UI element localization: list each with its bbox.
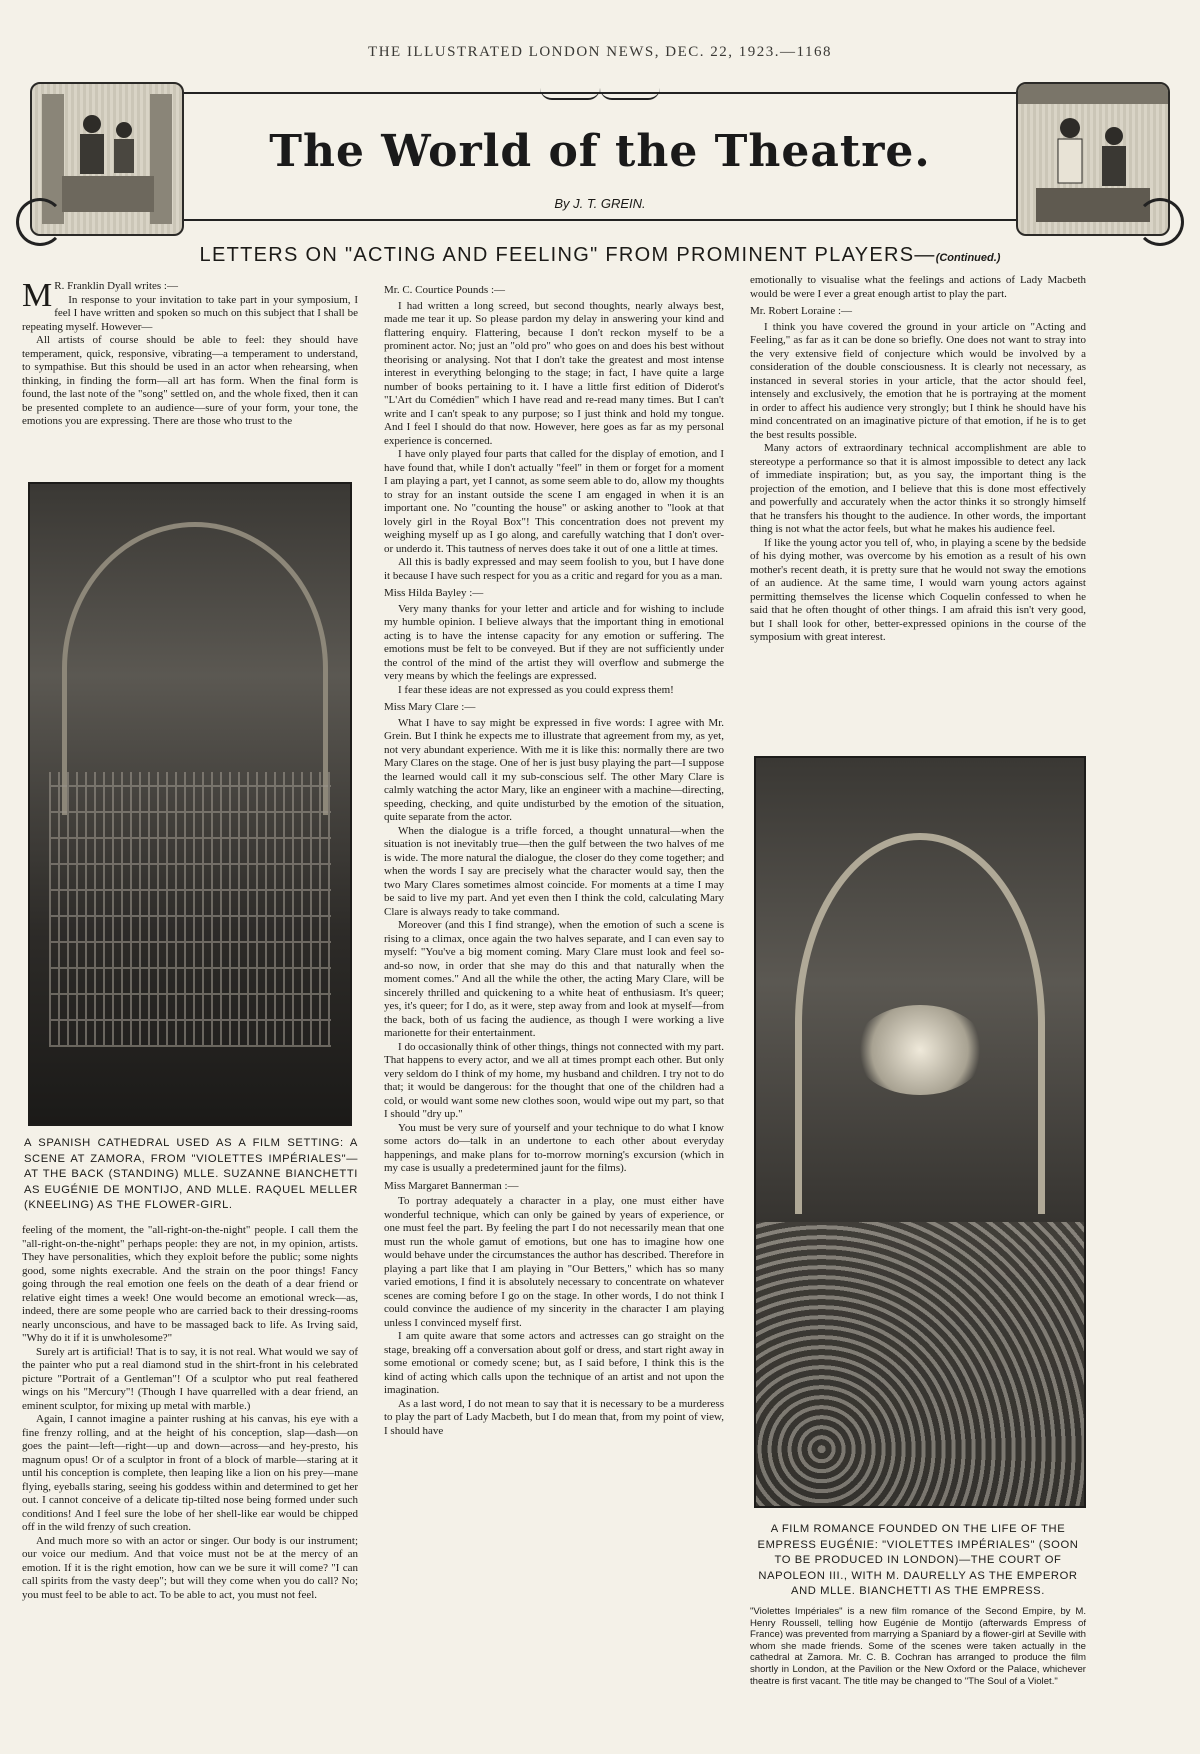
- paragraph: I had written a long screed, but second thoughts, nearly always best, made me tear it up. So please pardon my delay in answering your kind and flattering enquiry. Flattering, because I don't reckon myself to be a prominent actor. No; just an "old pro" who goes on and does his best without theorising or analysing. Not that I don't take the greatest and most intense interest in everything belonging to the stage; in fact, I have quite a large number of books pertaining to it. I have a little first edition of Diderot's "L'Art du Comédien" which I have read and re-read many times. But I can't write and I can't speak to any purpose; so I just think and hold my tongue. And I feel I should do that now. However, here goes as far as my personal experience is concerned.: [384, 299, 724, 447]
- cathedral-grille-shape: [49, 772, 331, 1047]
- paragraph: Many actors of extraordinary technical accomplishment are able to stereotype a performance so that it is almost impossible to detect any lack of immediate inspiration; but, as you say, the important thing is the projection of the emotion, and I believe that this is done most effectively and powerfully and accurately when the actor thinks it so strongly himself that he transfers his thought to the audience. In other words, the important thing is not what the actor feels, but what he makes his audience feel.: [750, 442, 1086, 535]
- paragraph: When the dialogue is a trifle forced, a thought unnatural—when the situation is not inevitably true—then the gulf between the two halves of me is wide. The more natural the dialogue, the closer do they come together; and when the words I say are precisely what the character would say, then the two Mary Clares sometimes almost coincide. For moments at a time I may be said to live my part. And yet even then I think the cold, calculating Mary Clare is always ready to take command.: [384, 824, 724, 918]
- paragraph: As a last word, I do not mean to say that it is necessary to be a murderess to play the part of Lady Macbeth, but I do mean that, from my point of view, I should have: [384, 1397, 724, 1437]
- headline-continued: (Continued.): [935, 252, 1001, 264]
- article-headline: [0, 244, 1200, 267]
- crowd-shape: [756, 1222, 1084, 1506]
- photo-court-of-napoleon: [754, 756, 1086, 1508]
- paragraph: To portray adequately a character in a play, one must either have wonderful technique, which can only be gained by years of experience, or one must feel the part. By feeling the part I do not necessarily mean that one must run the whole gamut of emotions, but one has to imagine how one would behave under the circumstances the author has described. Therefore in playing a part like that I am playing in "Our Betters," which has so many varied emotions, I find it is absolutely necessary to concentrate on whatever scenes are coming before I go on the stage. In other words, I do not think I could convince the audience of my sincerity in the character I am playing unless I convinced myself first.: [384, 1195, 724, 1329]
- drop-cap: M: [22, 280, 53, 314]
- chandelier-shape: [854, 1005, 985, 1095]
- paragraph: I fear these ideas are not expressed as you could express them!: [398, 683, 674, 696]
- photo-spanish-cathedral: [28, 482, 352, 1126]
- paragraph: Again, I cannot imagine a painter rushing at his canvas, his eye with a fine frenzy rolling, and at the height of his conception, slap—dash—on goes the paint—left—right—up and down—across—and hey-presto, his magnum opus! Or of a sculptor in front of a block of marble—staring at it until his conception is complete, then leaping like a lion on his prey—mane flying, eyeballs staring, seeing his goddess within and determined to get her out. I cannot conceive of a delicate tip-tilted nose being formed under such conditions! And I feel sure the lobe of her shell-like ear would be chipped off in the wild frenzy of such creation.: [22, 1413, 358, 1533]
- speaker-heading: Miss Margaret Bannerman :—: [384, 1179, 519, 1192]
- headline-text: LETTERS ON "ACTING AND FEELING" FROM PROMINENT PLAYERS—: [199, 244, 936, 266]
- paragraph: feeling of the moment, the "all-right-on-the-night" people. I call them the "all-right-on-the-night" perhaps people: they are not, in my opinion, artists. They have personalities, which they exploit before the public; some nights good, some nights execrable. And the strain on the poor things! Fancy going through the real emotion one feels on the death of a dear friend or relative eight times a week! One would become an emotional wreck—as, indeed, there are some people who are carried back to their dressing-rooms nearly unconscious, and have to be massaged back to life. As Irving said, "Why do it if it is unwholesome?": [22, 1224, 358, 1344]
- paragraph: I think you have covered the ground in your article on "Acting and Feeling," as far as it can be done so briefly. One does not want to stray into the very extensive field of conjecture which would be involved by a consideration of the double consciousness. It is clearly not necessary, as instanced in several stories in your article, that the actor should feel, intensely and exclusively, the emotion that he is portraying at the moment in order to affect his audience very strongly; but I think he should have his mind concentrated on an imaginative picture of that emotion, if he is to get the best results possible.: [750, 320, 1086, 441]
- caption-court: A FILM ROMANCE FOUNDED ON THE LIFE OF THE EMPRESS EUGÉNIE: "VIOLETTES IMPÉRIALES" (SOON TO BE PRODUCED IN LONDON)—THE COURT OF NAPOLEON III., WITH M. DAURELLY AS THE EMPEROR AND MLLE. BIANCHETTI AS THE EMPRESS.: [757, 1523, 1079, 1597]
- masthead-banner: [30, 82, 1170, 252]
- speaker-heading: Miss Mary Clare :—: [384, 701, 476, 713]
- paragraph: Surely art is artificial! That is to say, it is not real. What would we say of the painter who put a real diamond stud in the shirt-front in his celebrated picture "Portrait of a Gentleman"! Of a sculptor who put real feathered wings on his "Mercury"! (Though I have quarrelled with a dear friend, an eminent sculptor, for mixing up metal with marble.): [22, 1345, 358, 1412]
- paragraph: If like the young actor you tell of, who, in playing a scene by the bedside of his dying mother, was overcome by his emotion as a result of his own mother's recent death, it is pretty sure that he would not sway the emotions of an audience. At the same time, I would warn young actors against permitting themselves the license which Coquelin confessed to when he said that he often thought of other things. I am afraid this isn't very good, but I shall look for other, better-expressed opinions in the course of the symposium with great interest.: [750, 536, 1086, 643]
- running-head: THE ILLUSTRATED LONDON NEWS, DEC. 22, 1923.—1168: [368, 44, 832, 60]
- paragraph: I am quite aware that some actors and actresses can go straight on the stage, breaking off a conversation about golf or dress, and start right away in some emotional or comedy scene; but, as I said before, I think this is the kind of acting which calls upon the technique of an artist and not upon the imagination.: [384, 1330, 724, 1396]
- paragraph: You must be very sure of yourself and your technique to do what I know some actors do—talk in an undertone to each other about everyday happenings, and make plans for to-morrow morning's excursion (which in my case is usually a predetermined jaunt for the films).: [384, 1121, 724, 1174]
- speaker-heading: R. Franklin Dyall writes :—: [54, 280, 178, 292]
- masthead-title: The World of the Theatre.: [269, 126, 931, 177]
- paragraph: I do occasionally think of other things, things not connected with my part. That happens to every actor, and we all at times prompt each other. But only very seldom do I think of my home, my husband and children. I try not to do that; it would be dangerous: for the thought that one of the children had a cold, or would want some new clothes soon, would wipe out my part, so that I should "dry up.": [384, 1040, 724, 1120]
- speaker-heading: Miss Hilda Bayley :—: [384, 587, 484, 599]
- byline: By J. T. GREIN.: [554, 196, 646, 211]
- column-1-bottom: [22, 1224, 358, 1724]
- speaker-heading: Mr. C. Courtice Pounds :—: [384, 284, 506, 296]
- paragraph: In response to your invitation to take part in your symposium, I feel I have written and spoken so much on this subject that I shall be repeating myself. However—: [22, 293, 358, 333]
- column-2: [384, 280, 724, 1726]
- column-1-top: [22, 280, 358, 448]
- paragraph: All this is badly expressed and may seem foolish to you, but I have done it because I have such respect for you as a critic and regard for you as a man.: [384, 556, 724, 582]
- caption-note: "Violettes Impériales" is a new film romance of the Second Empire, by M. Henry Roussell, telling how Eugénie de Montijo (afterwards Empress of France) was prevented from marrying a Spaniard by a flower-girl at Seville with whom she made friends. Some of the scenes were taken actually in the cathedral at Zamora. Mr. C. B. Cochran has arranged to produce the film shortly in London, at the Pavilion or the New Oxford or the Palace, whichever theatre is first vacant. The title may be changed to "The Soul of a Violet.": [750, 1606, 1086, 1687]
- speaker-heading: Mr. Robert Loraine :—: [750, 305, 853, 317]
- paragraph: emotionally to visualise what the feelings and actions of Lady Macbeth would be were I ever a great enough artist to play the part.: [750, 274, 1086, 300]
- paragraph: And much more so with an actor or singer. Our body is our instrument; our voice our medium. And that voice must not be at the mercy of an emotion. If it is the right emotion, how can we be sure it will come? "I can call spirits from the vasty deep"; but will they come when you do call? No; you must feel to be able to act. To be able to act, you must not feel.: [22, 1534, 358, 1601]
- paragraph: Moreover (and this I find strange), when the emotion of such a scene is rising to a climax, once again the two halves separate, and I can even say to myself: "You've a big moment coming. Mary Clare must look and feel so-and-so now, in order that she may do this and that naturally when the moment comes." And all the while the other, the acting Mary Clare, will be sincerely thrilled and quickening to a white heat of enthusiasm. It's queer; yes, it's queer; for I do, as it were, step away from and look at myself—from the back, both of us facing the audience, as though I were working a live marionette for their entertainment.: [384, 919, 724, 1039]
- caption-cathedral: A SPANISH CATHEDRAL USED AS A FILM SETTING: A SCENE AT ZAMORA, FROM "VIOLETTES IMPÉRIALES"—AT THE BACK (STANDING) MLLE. SUZANNE BIANCHETTI AS EUGÉNIE DE MONTIJO, AND MLLE. RAQUEL MELLER (KNEELING) AS THE FLOWER-GIRL.: [24, 1137, 358, 1211]
- paragraph: All artists of course should be able to feel: they should have temperament, quick, responsive, vibrating—a temperament to understand, to sympathise. But this should be used in an actor when rehearsing, when thinking, in finding the form—all art has form. When the final form is found, the last note of the "song" settled on, and the whole fixed, then it can be presented complete to an audience—sure of your form, your tone, the emotions you are expressing. There are those who trust to the: [22, 334, 358, 427]
- paragraph: What I have to say might be expressed in five words: I agree with Mr. Grein. But I think he expects me to illustrate that agreement from my, as yet, not very abundant experience. With me it is like this: normally there are two Mary Clares on the stage. One of her is just busy playing the part—I suppose the learned would call it my sub-conscious self. The other Mary Clare is calmly watching the actor Mary, like an engineer with a machine—directing, speeding, checking, and quite undisturbed by the emotion of the situation, quite separate from the actor.: [384, 716, 724, 823]
- paragraph: Very many thanks for your letter and article and for wishing to include my humble opinion. I believe always that the important thing in emotional acting is to have the intense capacity for any emotion or suffering. The emotions must be felt to be conveyed. But if they are not sufficiently under the control of the mind of the artist they will overflow and submerge the very means by which the feelings are expressed.: [384, 602, 724, 682]
- paragraph: I have only played four parts that called for the display of emotion, and I have found that, while I don't actually "feel" in them or forget for a moment I am playing a part, yet I cannot, as some seem able to do, allow my thoughts to stray for an instant outside the scene I am engaged in when it is an important one. No "counting the house" or asking another to "look at that lovely girl in the Royal Box"! This concentration does not prevent my weighing myself up as I go along, and carefully watching that I don't over- or underdo it. This tautness of nerves does take it out of one a little at times.: [384, 448, 724, 555]
- column-3-top: [750, 274, 1086, 736]
